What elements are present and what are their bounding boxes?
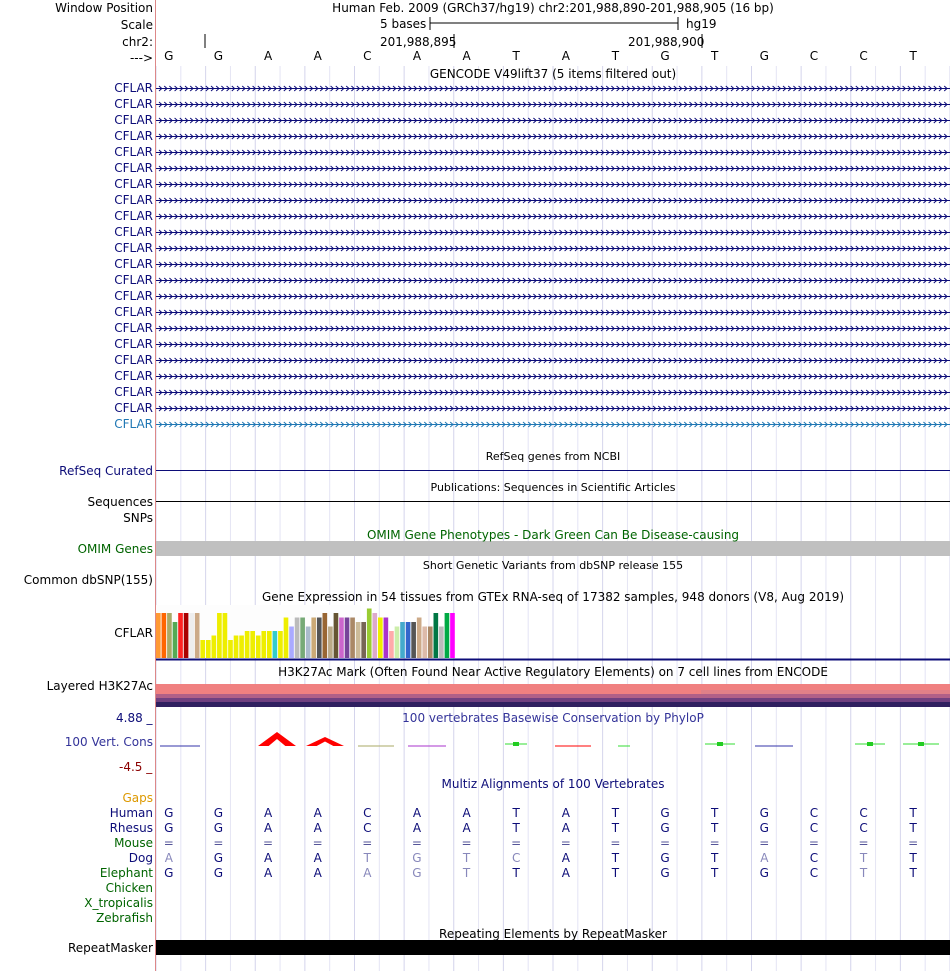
alignment-base: G [213, 851, 224, 865]
alignment-base: G [660, 806, 670, 820]
gtex-tissue-bar [417, 618, 422, 659]
gtex-tissue-bar [206, 640, 211, 658]
window-position-label: Window Position [55, 1, 153, 15]
alignment-base: = [263, 836, 274, 850]
alignment-base: A [561, 851, 570, 865]
alignment-base: T [462, 851, 471, 865]
gencode-transcript-label[interactable]: CFLAR [114, 257, 153, 271]
gtex-tissue-bar [400, 622, 405, 658]
dna-base: A [561, 49, 570, 63]
gtex-tissue-bar [406, 622, 411, 658]
gtex-tissue-bar [306, 627, 311, 659]
phylop-conservation-mark [306, 737, 344, 746]
gtex-tissue-bar [245, 631, 250, 658]
gtex-tissue-bar [395, 627, 400, 659]
dna-base: C [809, 49, 819, 63]
gtex-tissue-bar [356, 622, 361, 658]
gencode-transcript-label[interactable]: CFLAR [114, 273, 153, 287]
gencode-transcript-label[interactable]: CFLAR [114, 401, 153, 415]
omim-title: OMIM Gene Phenotypes - Dark Green Can Be Disease-causing [366, 528, 740, 542]
repeatmasker-title: Repeating Elements by RepeatMasker [439, 927, 667, 941]
phylop-label[interactable]: 100 Vert. Cons [64, 735, 153, 749]
alignment-base: A [164, 851, 173, 865]
dbsnp-title: Short Genetic Variants from dbSNP release 155 [422, 559, 684, 572]
alignment-base: G [213, 806, 224, 820]
gtex-tissue-bar [162, 613, 167, 658]
gtex-tissue-bar [178, 613, 183, 658]
gtex-tissue-bar [250, 631, 255, 658]
gencode-transcript-label[interactable]: CFLAR [114, 193, 153, 207]
alignment-base: A [561, 866, 570, 880]
alignment-base: T [909, 851, 917, 865]
alignment-base: A [263, 821, 273, 835]
dna-base: T [611, 49, 620, 63]
alignment-base: A [313, 806, 322, 820]
dna-base: C [363, 49, 372, 63]
refseq-title: RefSeq genes from NCBI [485, 450, 621, 463]
alignment-base: G [213, 821, 224, 835]
gencode-transcript-label[interactable]: CFLAR [114, 129, 153, 143]
multiz-species-label[interactable]: Mouse [114, 836, 153, 850]
gtex-tissue-bar [428, 627, 433, 659]
alignment-base: A [462, 806, 471, 820]
h3k27ac-layer [156, 694, 950, 698]
gaps-label: Gaps [122, 791, 153, 805]
omim-label[interactable]: OMIM Genes [77, 542, 153, 556]
multiz-title: Multiz Alignments of 100 Vertebrates [441, 777, 665, 791]
gtex-tissue-bar [411, 622, 416, 658]
gtex-tissue-bar [239, 636, 244, 659]
alignment-base: A [561, 806, 570, 820]
phylop-conservation-mark [258, 732, 296, 746]
dna-base: T [711, 49, 719, 63]
alignment-base: A [462, 821, 471, 835]
alignment-base: G [660, 851, 670, 865]
alignment-base: = [610, 836, 621, 850]
alignment-base: A [313, 866, 322, 880]
alignment-base: C [363, 821, 372, 835]
gtex-tissue-bar [200, 640, 205, 658]
multiz-species-label[interactable]: Elephant [99, 866, 153, 880]
alignment-base: A [412, 821, 422, 835]
gtex-tissue-bar [445, 613, 450, 658]
chrom-label: chr2: [122, 35, 153, 49]
alignment-base: G [759, 806, 769, 820]
gencode-transcript-label[interactable]: CFLAR [114, 177, 153, 191]
assembly-short: hg19 [686, 17, 717, 31]
alignment-base: A [363, 866, 372, 880]
multiz-species-label[interactable]: Human [109, 806, 153, 820]
gencode-title: GENCODE V49lift37 (5 items filtered out) [429, 67, 677, 81]
gtex-title: Gene Expression in 54 tissues from GTEx RNA-seq of 17382 samples, 948 donors (V8, Aug 2019) [261, 590, 845, 604]
gtex-tissue-bar [284, 618, 289, 659]
gtex-tissue-bar [223, 613, 228, 658]
gtex-tissue-bar [189, 613, 194, 658]
gtex-tissue-bar [439, 627, 444, 659]
repeatmasker-label[interactable]: RepeatMasker [67, 941, 153, 955]
alignment-base: C [809, 806, 819, 820]
gtex-tissue-bar [289, 627, 294, 659]
gtex-tissue-bar [367, 609, 372, 659]
dna-base: T [909, 49, 917, 63]
h3k27ac-layer [701, 690, 950, 694]
alignment-base: T [363, 851, 371, 865]
dna-base: A [412, 49, 422, 63]
alignment-base: T [512, 866, 520, 880]
alignment-base: = [858, 836, 869, 850]
gencode-transcript-label[interactable]: CFLAR [114, 353, 153, 367]
alignment-base: A [561, 821, 570, 835]
alignment-base: C [363, 806, 372, 820]
alignment-base: = [362, 836, 373, 850]
gtex-tissue-bar [328, 627, 333, 659]
snps-label[interactable]: SNPs [123, 511, 153, 525]
alignment-base: T [611, 851, 620, 865]
alignment-base: A [760, 851, 769, 865]
h3k27ac-layer [156, 684, 950, 690]
alignment-base: = [461, 836, 472, 850]
dna-base: C [859, 49, 868, 63]
alignment-base: T [611, 866, 620, 880]
alignment-base: T [512, 821, 520, 835]
gtex-tissue-bar [156, 613, 161, 658]
phylop-conservation-mark [513, 742, 519, 746]
gencode-transcript-label[interactable]: CFLAR [114, 225, 153, 239]
dna-base: G [660, 49, 670, 63]
alignment-base: T [611, 821, 620, 835]
gtex-tissue-bar [450, 613, 455, 658]
repeatmasker-bar [156, 940, 950, 955]
gencode-transcript-label[interactable]: CFLAR [114, 385, 153, 399]
alignment-base: T [611, 806, 620, 820]
alignment-base: T [909, 821, 917, 835]
alignment-base: G [759, 821, 769, 835]
alignment-base: C [809, 851, 819, 865]
multiz-species-label[interactable]: Chicken [105, 881, 153, 895]
dna-base: T [512, 49, 520, 63]
gtex-tissue-bar [384, 618, 389, 659]
alignment-base: A [263, 806, 273, 820]
multiz-species-label[interactable]: Zebrafish [96, 911, 153, 925]
gtex-tissue-bar [217, 613, 222, 658]
gtex-tissue-bar [256, 636, 261, 659]
alignment-base: C [859, 806, 868, 820]
gtex-tissue-bar [195, 613, 200, 658]
gencode-transcript-label[interactable]: CFLAR [114, 417, 153, 431]
gencode-transcript-label[interactable]: CFLAR [114, 321, 153, 335]
alignment-base: A [313, 821, 322, 835]
alignment-base: T [909, 866, 917, 880]
alignment-base: G [759, 866, 769, 880]
gtex-tissue-bar [267, 631, 272, 658]
gtex-tissue-bar [434, 613, 439, 658]
gtex-tissue-bar [184, 613, 189, 658]
scale-text: 5 bases [380, 17, 427, 31]
publications-title: Publications: Sequences in Scientific Articles [430, 481, 676, 494]
alignment-base: = [908, 836, 919, 850]
gencode-transcript-label[interactable]: CFLAR [114, 289, 153, 303]
dna-base: A [462, 49, 471, 63]
position-tick-label: 201,988,895 [380, 35, 457, 49]
alignment-base: T [512, 806, 520, 820]
alignment-base: = [560, 836, 571, 850]
alignment-base: G [412, 851, 422, 865]
gtex-tissue-bar [273, 631, 278, 658]
gencode-transcript-label[interactable]: CFLAR [114, 81, 153, 95]
gencode-transcript-label[interactable]: CFLAR [114, 161, 153, 175]
publications-label[interactable]: Sequences [87, 495, 153, 509]
alignment-base: T [711, 851, 719, 865]
phylop-max-label: 4.88 _ [116, 711, 153, 725]
phylop-conservation-mark [717, 742, 723, 746]
gtex-tissue-bar [389, 631, 394, 658]
alignment-base: G [213, 866, 224, 880]
h3k27ac-layer [156, 702, 950, 707]
gtex-tissue-bar [228, 640, 233, 658]
alignment-base: A [412, 806, 422, 820]
alignment-base: G [660, 866, 670, 880]
alignment-base: G [164, 806, 174, 820]
alignment-base: = [213, 836, 224, 850]
gtex-tissue-bar [378, 618, 383, 659]
gencode-transcript-label[interactable]: CFLAR [114, 145, 153, 159]
alignment-base: = [660, 836, 671, 850]
gtex-tissue-bar [300, 618, 305, 659]
alignment-base: T [462, 866, 471, 880]
gtex-tissue-bar [372, 613, 377, 658]
omim-gene-bar [156, 541, 950, 556]
gtex-tissue-bar [317, 618, 322, 659]
alignment-base: C [859, 821, 868, 835]
gtex-label[interactable]: CFLAR [114, 626, 153, 640]
dna-base: A [263, 49, 273, 63]
refseq-label[interactable]: RefSeq Curated [59, 464, 153, 478]
alignment-base: G [164, 821, 174, 835]
gtex-tissue-bar [350, 618, 355, 659]
alignment-base: = [709, 836, 720, 850]
gtex-tissue-bar [295, 618, 300, 659]
gtex-tissue-bar [334, 613, 339, 658]
phylop-title: 100 vertebrates Basewise Conservation by PhyloP [402, 711, 704, 725]
gtex-tissue-bar [167, 613, 172, 658]
alignment-base: A [313, 851, 322, 865]
dna-base: G [164, 49, 174, 63]
assembly-title: Human Feb. 2009 (GRCh37/hg19) chr2:201,988,890-201,988,905 (16 bp) [332, 1, 774, 15]
phylop-conservation-mark [867, 742, 873, 746]
alignment-base: A [263, 866, 273, 880]
gtex-tissue-bar [234, 636, 239, 659]
multiz-species-label[interactable]: X_tropicalis [84, 896, 153, 910]
alignment-base: = [312, 836, 323, 850]
gencode-transcript-label[interactable]: CFLAR [114, 305, 153, 319]
gtex-tissue-bar [212, 636, 217, 659]
h3k27ac-title: H3K27Ac Mark (Often Found Near Active Regulatory Elements) on 7 cell lines from ENCODE [278, 665, 828, 679]
gtex-tissue-bar [361, 622, 366, 658]
phylop-min-label: -4.5 _ [119, 760, 153, 774]
h3k27ac-label[interactable]: Layered H3K27Ac [46, 679, 153, 693]
multiz-species-label[interactable]: Rhesus [109, 821, 153, 835]
gtex-tissue-bar [278, 631, 283, 658]
alignment-base: T [711, 866, 719, 880]
alignment-base: T [711, 806, 719, 820]
gencode-transcript-label[interactable]: CFLAR [114, 369, 153, 383]
alignment-base: G [164, 866, 174, 880]
gencode-transcript-label[interactable]: CFLAR [114, 241, 153, 255]
gtex-tissue-bar [323, 613, 328, 658]
gencode-transcript-label[interactable]: CFLAR [114, 97, 153, 111]
alignment-base: T [909, 806, 917, 820]
alignment-base: C [809, 866, 819, 880]
alignment-base: = [808, 836, 819, 850]
gencode-transcript-label[interactable]: CFLAR [114, 113, 153, 127]
dbsnp-label[interactable]: Common dbSNP(155) [23, 573, 153, 587]
position-tick-label: 201,988,900 [628, 35, 705, 49]
alignment-base: T [859, 851, 868, 865]
h3k27ac-layer [156, 698, 950, 702]
phylop-conservation-mark [918, 742, 924, 746]
alignment-base: C [809, 821, 819, 835]
dna-base: G [759, 49, 769, 63]
alignment-base: T [711, 821, 719, 835]
gtex-tissue-bar [422, 627, 427, 659]
alignment-base: G [660, 821, 670, 835]
alignment-base: = [759, 836, 770, 850]
gtex-tissue-bar [345, 618, 350, 659]
dna-base: G [213, 49, 224, 63]
multiz-species-label[interactable]: Dog [128, 851, 153, 865]
alignment-base: A [263, 851, 273, 865]
gtex-tissue-bar [339, 618, 344, 659]
alignment-base: T [859, 866, 868, 880]
scale-label: Scale [120, 18, 153, 32]
gtex-tissue-bar [311, 618, 316, 659]
gencode-transcript-label[interactable]: CFLAR [114, 209, 153, 223]
strand-label: ---> [129, 51, 153, 65]
alignment-base: C [511, 851, 521, 865]
alignment-base: = [163, 836, 174, 850]
alignment-base: = [411, 836, 422, 850]
alignment-base: = [511, 836, 522, 850]
h3k27ac-layer [156, 690, 701, 694]
gencode-transcript-label[interactable]: CFLAR [114, 337, 153, 351]
alignment-base: G [412, 866, 422, 880]
gtex-tissue-bar [173, 622, 178, 658]
dna-base: A [313, 49, 322, 63]
gtex-tissue-bar [261, 631, 266, 658]
